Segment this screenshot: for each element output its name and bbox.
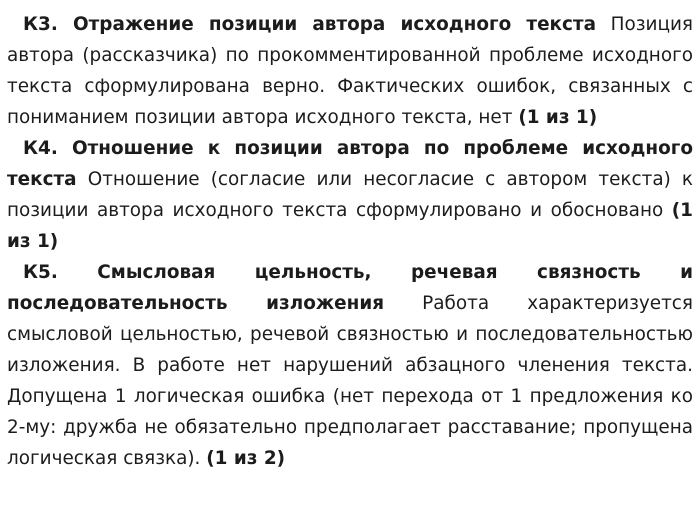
criterion-body: Отношение (согласие или несогласие с автором текста) к позиции автора исходного текста сформулировано и обосновано bbox=[7, 169, 693, 221]
criterion-k5 bbox=[7, 257, 693, 474]
criterion-title: К5. Смысловая цельность, речевая связность и последовательность изложения bbox=[7, 262, 693, 314]
criterion-score: (1 из 1) bbox=[518, 107, 598, 128]
criterion-score: (1 из 2) bbox=[206, 448, 286, 469]
criterion-score: (1 из 1) bbox=[7, 200, 693, 252]
criterion-k3 bbox=[7, 9, 693, 133]
criterion-k4 bbox=[7, 133, 693, 257]
criterion-body: Позиция автора (рассказчика) по прокомментированной проблеме исходного текста сформулирована верно. Фактических ошибок, связанных с пониманием позиции автора исходного текста, нет bbox=[7, 14, 693, 128]
criterion-title: К3. Отражение позиции автора исходного текста bbox=[23, 14, 596, 35]
criterion-title: К4. Отношение к позиции автора по проблеме исходного текста bbox=[7, 138, 693, 190]
criterion-body: Работа характеризуется смысловой цельностью, речевой связностью и последовательностью изложения. В работе нет нарушений абзацного членения текста. Допущена 1 логическая ошибка (нет перехода от 1 предложения ко 2-му: дружба не обязательно предполагает расставание; пропущена логическая связка). bbox=[7, 293, 693, 469]
